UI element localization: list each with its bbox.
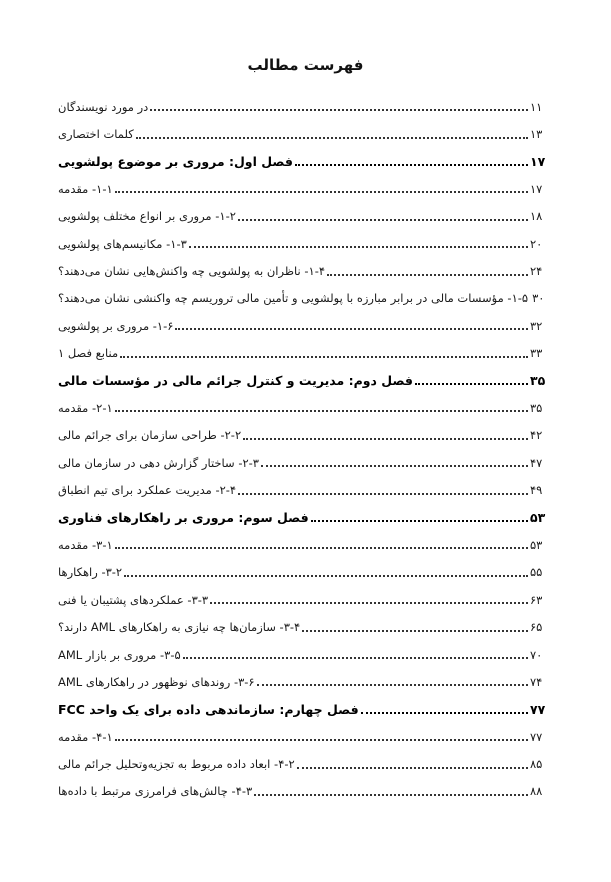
toc-page-number: ۲۴ (530, 264, 543, 279)
toc-entry-label: ۲-۲- طراحی سازمان برای جرائم مالی (58, 428, 242, 443)
toc-page-number: ۳۲ (530, 318, 543, 333)
toc-entry[interactable] (58, 312, 548, 339)
toc-page-number: ۵۳ (530, 510, 546, 526)
dot-leader (238, 218, 528, 221)
toc-entry-label: ۱-۵- مؤسسات مالی در برابر مبارزه با پولشویی و تأمین مالی تروریسم چه واکنشی نشان می‌دهند؟ (58, 291, 529, 306)
dot-leader (115, 738, 528, 741)
toc-entry-label: فصل سوم: مروری بر راهکارهای فناوری (58, 510, 309, 526)
dot-leader (115, 190, 528, 193)
dot-leader (175, 327, 528, 330)
toc-entry[interactable] (58, 531, 548, 558)
toc-page-number: ۲۰ (530, 236, 543, 251)
toc-entry[interactable] (58, 668, 548, 695)
toc-chapter-entry[interactable] (58, 148, 548, 175)
toc-page-number: ۷۷ (530, 729, 543, 744)
toc-entry[interactable] (58, 285, 548, 312)
toc-page-number: ۷۴ (530, 674, 543, 689)
toc-entry[interactable] (58, 586, 548, 613)
dot-leader (115, 546, 528, 549)
toc-entry-label: ۳-۲- راهکارها (58, 565, 123, 580)
toc-page-number: ۸۸ (530, 784, 543, 799)
dot-leader (243, 437, 528, 440)
dot-leader (238, 492, 528, 495)
toc-entry[interactable] (58, 394, 548, 421)
toc-entry-label: ۲-۴- مدیریت عملکرد برای تیم انطباق (58, 483, 237, 498)
toc-page-number: ۴۲ (530, 428, 543, 443)
toc-entry-label: ۱-۲- مروری بر انواع مختلف پولشویی (58, 209, 236, 224)
dot-leader (297, 766, 528, 769)
toc-page-number: ۳۳ (530, 346, 543, 361)
toc-entry-label: ۳-۴- سازمان‌ها چه نیازی به راهکارهای AML دارند؟ (58, 620, 301, 635)
toc-chapter-entry[interactable] (58, 696, 548, 723)
toc-entry[interactable] (58, 641, 548, 668)
toc-entry[interactable] (58, 750, 548, 777)
dot-leader (254, 793, 528, 796)
dot-leader (124, 574, 528, 577)
toc-page-number: ۱۱ (530, 99, 543, 114)
toc-chapter-entry[interactable] (58, 367, 548, 394)
toc-entry-label: ۲-۳- ساختار گزارش دهی در سازمان مالی (58, 455, 259, 470)
toc-entry-label: ۳-۵- مروری بر بازار AML (58, 647, 181, 662)
dot-leader (295, 163, 528, 166)
toc-entry-label: کلمات اختصاری (58, 127, 134, 142)
toc-page-number: ۱۷ (530, 153, 546, 169)
dot-leader (136, 136, 528, 139)
toc-entry[interactable] (58, 120, 548, 147)
toc-entry[interactable] (58, 175, 548, 202)
toc-page-number: ۳۰ (532, 291, 545, 306)
dot-leader (150, 108, 528, 111)
toc-page-number: ۱۷ (530, 181, 543, 196)
toc-entry[interactable] (58, 257, 548, 284)
toc-entry[interactable] (58, 476, 548, 503)
toc-entry-label: ۴-۲- ابعاد داده مربوط به تجزیه‌وتحلیل جرائم مالی (58, 757, 295, 772)
dot-leader (210, 601, 528, 604)
dot-leader (415, 382, 528, 385)
toc-entry-label: ۱-۱- مقدمه (58, 181, 113, 196)
toc-entry[interactable] (58, 422, 548, 449)
dot-leader (311, 519, 528, 522)
toc-entry-label: فصل چهارم: سازماندهی داده برای یک واحد FCC (58, 701, 359, 717)
dot-leader (327, 273, 528, 276)
toc-entry[interactable] (58, 93, 548, 120)
toc-page-number: ۵۵ (530, 565, 543, 580)
toc-entry[interactable] (58, 230, 548, 257)
toc-page-number: ۶۳ (530, 592, 543, 607)
dot-leader (120, 355, 528, 358)
dot-leader (302, 629, 528, 632)
toc-entry[interactable] (58, 723, 548, 750)
toc-page-number: ۳۵ (530, 373, 546, 389)
toc-chapter-entry[interactable] (58, 504, 548, 531)
dot-leader (189, 245, 528, 248)
toc-entry-label: ۳-۱- مقدمه (58, 537, 113, 552)
toc-entry-label: فصل اول: مروری بر موضوع پولشویی (58, 153, 293, 169)
toc-entry[interactable] (58, 559, 548, 586)
dot-leader (261, 464, 528, 467)
toc-entry[interactable] (58, 340, 548, 367)
toc-entry-label: ۱-۴- ناظران به پولشویی چه واکنش‌هایی نشان می‌دهند؟ (58, 264, 326, 279)
table-of-contents (58, 93, 548, 805)
toc-entry-label: ۲-۱- مقدمه (58, 400, 113, 415)
toc-entry-label: ۳-۶- روندهای نوظهور در راهکارهای AML (58, 674, 255, 689)
dot-leader (257, 683, 528, 686)
toc-entry-label: ۱-۶- مروری بر پولشویی (58, 318, 174, 333)
toc-page-number: ۱۸ (530, 209, 543, 224)
dot-leader (361, 711, 528, 714)
toc-entry-label: فصل دوم: مدیریت و کنترل جرائم مالی در مؤسسات مالی (58, 373, 413, 389)
toc-page-number: ۴۹ (530, 483, 543, 498)
toc-entry[interactable] (58, 778, 548, 805)
toc-entry-label: ۳-۳- عملکردهای پشتیبان یا فنی (58, 592, 209, 607)
toc-page-number: ۱۳ (530, 127, 543, 142)
toc-page-number: ۳۵ (530, 400, 543, 415)
toc-entry[interactable] (58, 449, 548, 476)
toc-page-number: ۶۵ (530, 620, 543, 635)
toc-entry-label: در مورد نویسندگان (58, 99, 149, 114)
toc-page-number: ۷۷ (530, 701, 546, 717)
toc-entry-label: منابع فصل ۱ (58, 346, 119, 361)
dot-leader (115, 409, 528, 412)
toc-page-number: ۴۷ (530, 455, 543, 470)
toc-entry-label: ۱-۳- مکانیسم‌های پولشویی (58, 236, 187, 251)
page-title: فهرست مطالب (247, 56, 364, 74)
dot-leader (183, 656, 528, 659)
toc-entry[interactable] (58, 613, 548, 640)
toc-page-number: ۷۰ (530, 647, 543, 662)
toc-entry-label: ۴-۳- چالش‌های فرامرزی مرتبط با داده‌ها (58, 784, 253, 799)
toc-page-number: ۵۳ (530, 537, 543, 552)
toc-page-number: ۸۵ (530, 757, 543, 772)
toc-entry-label: ۴-۱- مقدمه (58, 729, 113, 744)
toc-entry[interactable] (58, 203, 548, 230)
